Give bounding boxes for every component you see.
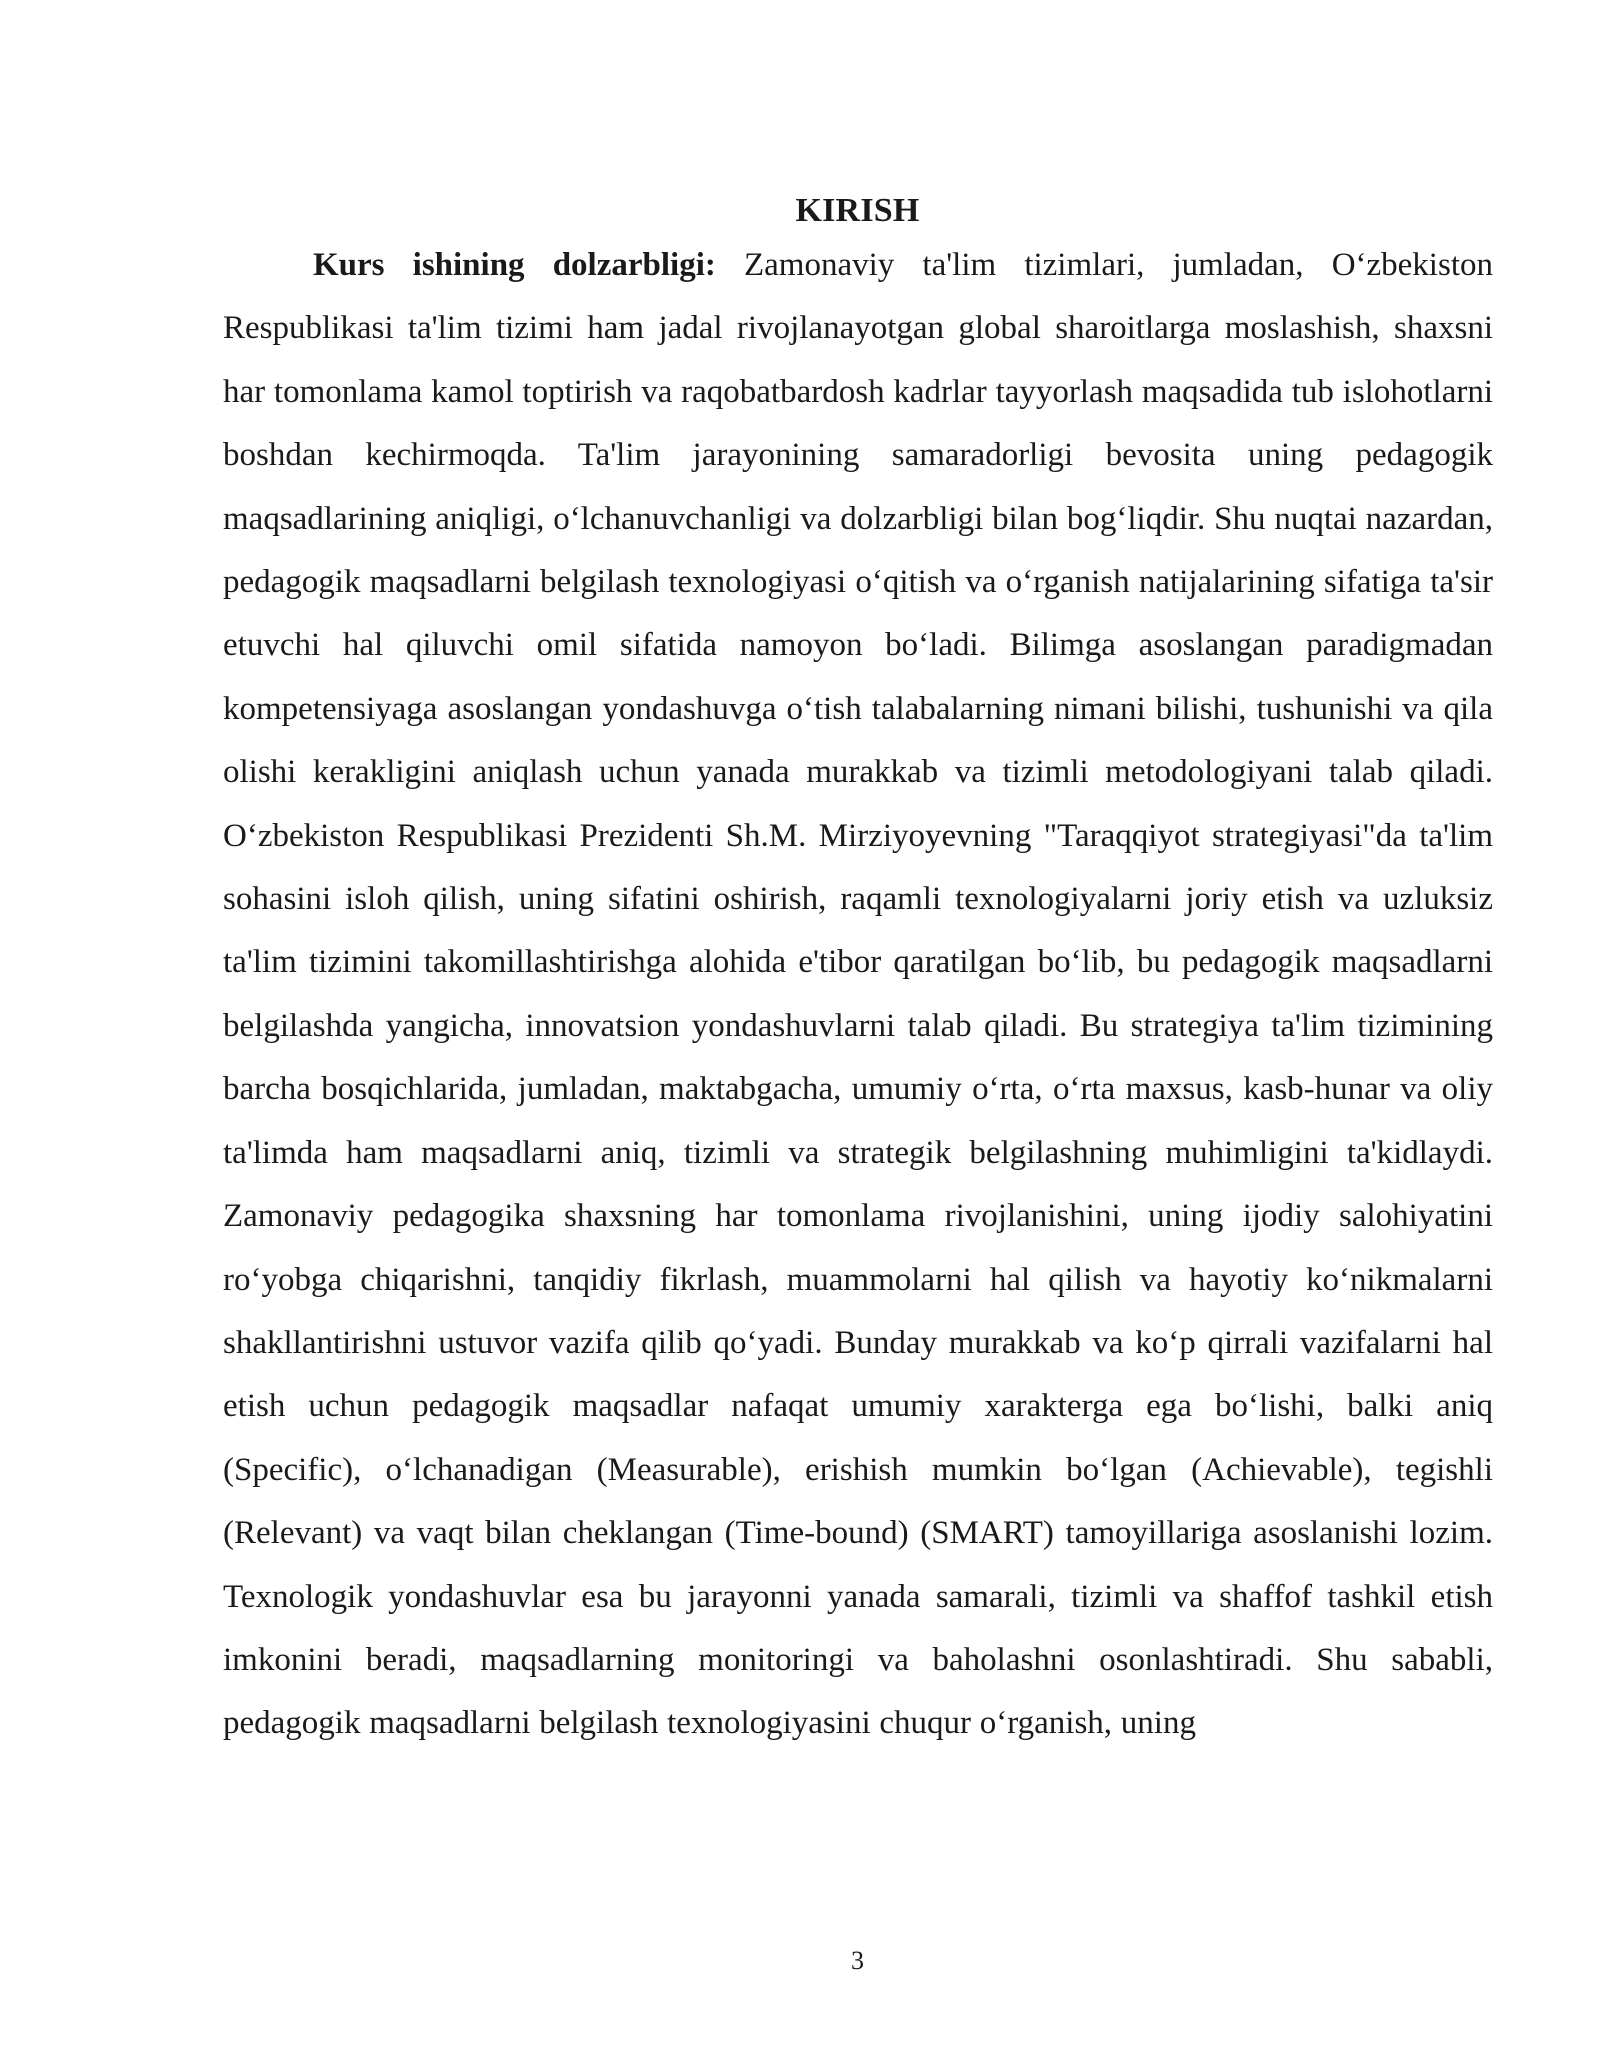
page-number: 3: [851, 1946, 864, 1975]
body-paragraph: [223, 234, 1493, 1756]
page-title: KIRISH: [795, 192, 920, 229]
paragraph-text: Zamonaviy ta'lim tizimlari, jumladan, O‘zbekiston Respublikasi ta'lim tizimi ham jadal rivojlanayotgan global sharoitlarga moslashish, shaxsni har tomonlama kamol toptirish va raqobatbardosh kadrlar tayyorlash maqsadida tub islohotlarni boshdan kechirmoqda. Ta'lim jarayonining samaradorligi bevosita uning pedagogik maqsadlarining aniqligi, o‘lchanuvchanligi va dolzarbligi bilan bog‘liqdir. Shu nuqtai nazardan, pedagogik maqsadlarni belgilash texnologiyasi o‘qitish va o‘rganish natijalarining sifatiga ta'sir etuvchi hal qiluvchi omil sifatida namoyon bo‘ladi. Bilimga asoslangan paradigmadan kompetensiyaga asoslangan yondashuvga o‘tish talabalarning nimani bilishi, tushunishi va qila olishi kerakligini aniqlash uchun yanada murakkab va tizimli metodologiyani talab qiladi. O‘zbekiston Respublikasi Prezidenti Sh.M. Mirziyoyevning "Taraqqiyot strategiyasi"da ta'lim sohasini isloh qilish, uning sifatini oshirish, raqamli texnologiyalarni joriy etish va uzluksiz ta'lim tizimini takomillashtirishga alohida e'tibor qaratilgan bo‘lib, bu pedagogik maqsadlarni belgilashda yangicha, innovatsion yondashuvlarni talab qiladi. Bu strategiya ta'lim tizimining barcha bosqichlarida, jumladan, maktabgacha, umumiy o‘rta, o‘rta maxsus, kasb-hunar va oliy ta'limda ham maqsadlarni aniq, tizimli va strategik belgilashning muhimligini ta'kidlaydi. Zamonaviy pedagogika shaxsning har tomonlama rivojlanishini, uning ijodiy salohiyatini ro‘yobga chiqarishni, tanqidiy fikrlash, muammolarni hal qilish va hayotiy ko‘nikmalarni shakllantirishni ustuvor vazifa qilib qo‘yadi. Bunday murakkab va ko‘p qirrali vazifalarni hal etish uchun pedagogik maqsadlar nafaqat umumiy xarakterga ega bo‘lishi, balki aniq (Specific), o‘lchanadigan (Measurable), erishish mumkin bo‘lgan (Achievable), tegishli (Relevant) va vaqt bilan cheklangan (Time-bound) (SMART) tamoyillariga asoslanishi lozim. Texnologik yondashuvlar esa bu jarayonni yanada samarali, tizimli va shaffof tashkil etish imkonini beradi, maqsadlarning monitoringi va baholashni osonlashtiradi. Shu sababli, pedagogik maqsadlarni belgilash texnologiyasini chuqur o‘rganish, uning: [223, 247, 1493, 1742]
paragraph-lead-label: Kurs ishining dolzarbligi:: [313, 247, 716, 283]
